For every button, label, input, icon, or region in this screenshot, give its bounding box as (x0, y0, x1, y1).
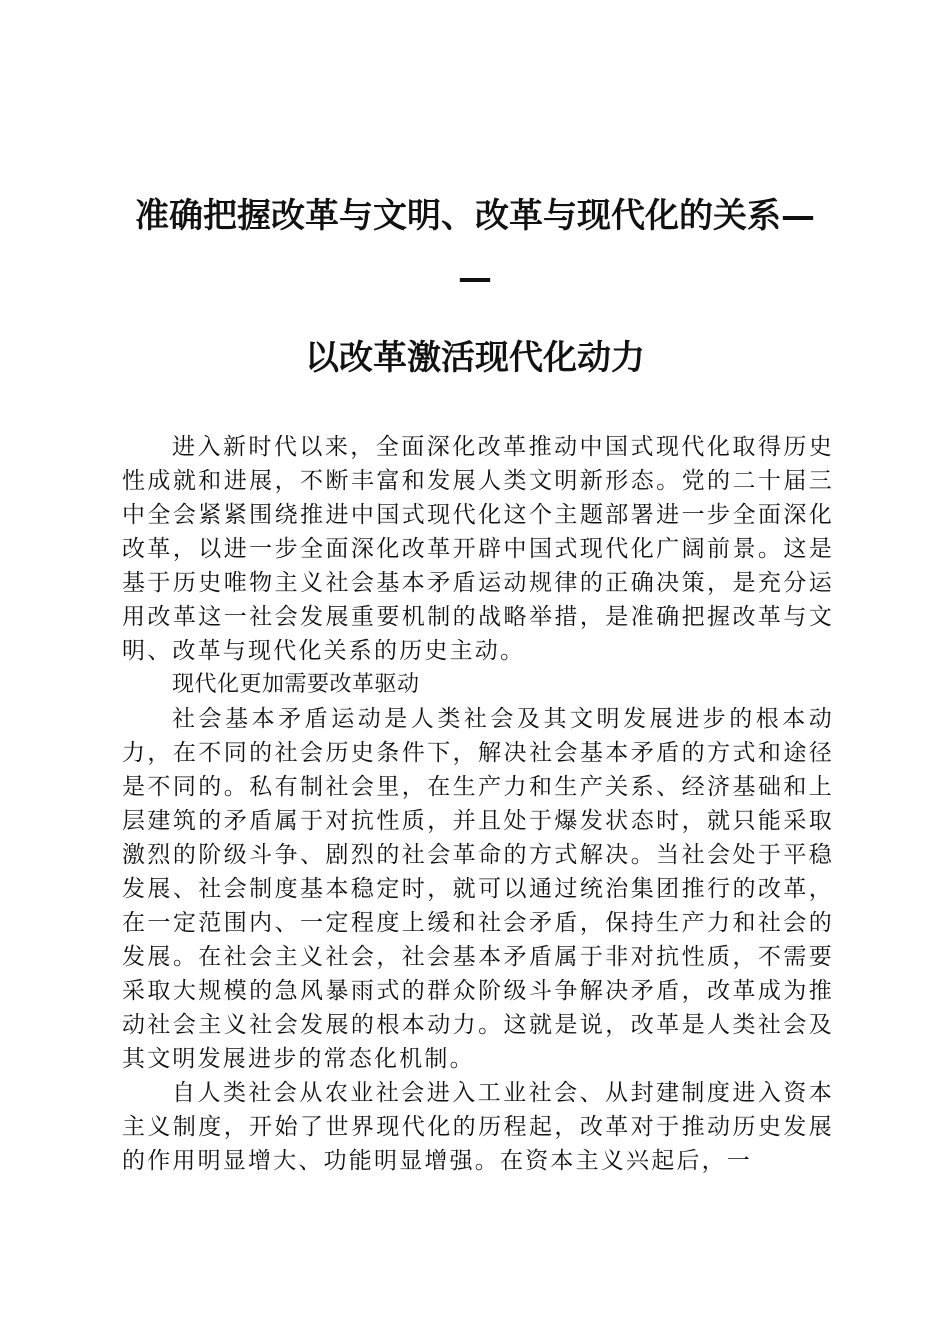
paragraph-3: 自人类社会从农业社会进入工业社会、从封建制度进入资本主义制度，开始了世界现代化的历程起，改革对于推动历史发展的作用明显增大、功能明显增强。在资本主义兴起后，一 (122, 1080, 834, 1174)
paragraph-2: 社会基本矛盾运动是人类社会及其文明发展进步的根本动力，在不同的社会历史条件下，解决社会基本矛盾的方式和途径是不同的。私有制社会里，在生产力和生产关系、经济基础和上层建筑的矛盾属于对抗性质，并且处于爆发状态时，就只能采取激烈的阶级斗争、剧烈的社会革命的方式解决。当社会处于平稳发展、社会制度基本稳定时，就可以通过统治集团推行的改革，在一定范围内、一定程度上缓和社会矛盾，保持生产力和社会的发展。在社会主义社会，社会基本矛盾属于非对抗性质，不需要采取大规模的急风暴雨式的群众阶级斗争解决矛盾，改革成为推动社会主义社会发展的根本动力。这就是说，改革是人类社会及其文明发展进步的常态化机制。 (122, 706, 834, 1072)
article-body (122, 430, 834, 1178)
title-line-2: — (458, 258, 492, 298)
title-line-1: 准确把握改革与文明、改革与现代化的关系— (135, 196, 815, 236)
title-line-3: 以改革激活现代化动力 (305, 338, 645, 378)
paragraph-intro: 进入新时代以来，全面深化改革推动中国式现代化取得历史性成就和进展，不断丰富和发展人类文明新形态。党的二十届三中全会紧紧围绕推进中国式现代化这个主题部署进一步全面深化改革，以进一步全面深化改革开辟中国式现代化广阔前景。这是基于历史唯物主义社会基本矛盾运动规律的正确决策，是充分运用改革这一社会发展重要机制的战略举措，是准确把握改革与文明、改革与现代化关系的历史主动。 (122, 434, 834, 664)
section-heading: 现代化更加需要改革驱动 (172, 672, 420, 697)
